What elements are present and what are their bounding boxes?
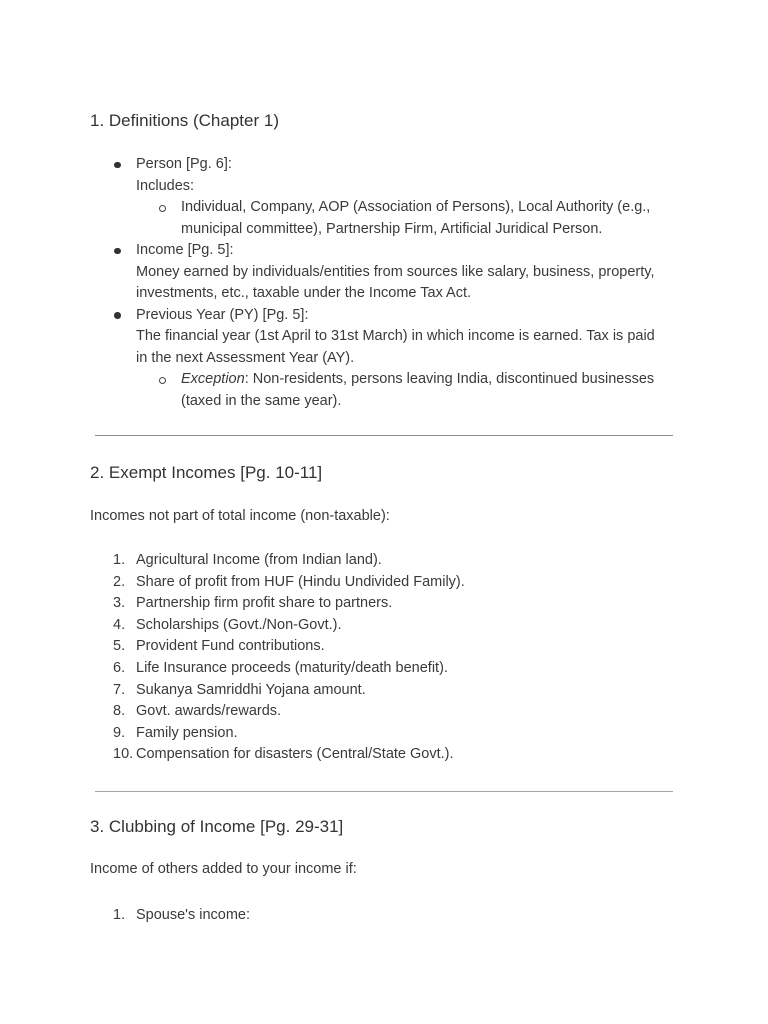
list-item-text: Provident Fund contributions. <box>136 638 325 655</box>
previous-year-desc-row-1 <box>0 326 768 348</box>
list-item <box>0 550 768 572</box>
previous-year-desc-line-1: The financial year (1st April to 31st March) in which income is earned. Tax is paid <box>136 328 655 344</box>
list-number: 8. <box>113 703 126 720</box>
list-item-text: Life Insurance proceeds (maturity/death benefit). <box>136 659 448 676</box>
list-item-person <box>0 154 768 176</box>
income-title: Income [Pg. 5]: <box>136 242 234 258</box>
list-item-previous-year <box>0 305 768 327</box>
previous-year-title: Previous Year (PY) [Pg. 5]: <box>136 306 309 323</box>
definitions-list <box>0 154 768 412</box>
person-includes-row <box>0 176 768 198</box>
income-desc-row-1 <box>0 262 768 284</box>
section-divider <box>95 435 673 436</box>
section-1-heading: 1. Definitions (Chapter 1) <box>90 111 279 130</box>
list-number: 4. <box>113 616 126 633</box>
exception-line-1 <box>181 369 654 391</box>
section-divider <box>95 791 673 792</box>
list-item <box>0 744 768 766</box>
income-desc-line-2: investments, etc., taxable under the Income Tax Act. <box>136 285 472 301</box>
bullet-icon <box>114 312 121 319</box>
list-item <box>0 572 768 594</box>
list-number: 9. <box>113 724 126 741</box>
income-desc-row-2 <box>0 283 768 305</box>
list-item-income <box>0 240 768 262</box>
list-item-text: Agricultural Income (from Indian land). <box>136 552 382 568</box>
clubbing-list <box>0 905 768 927</box>
sub-bullet-icon <box>159 205 166 212</box>
exempt-intro: Incomes not part of total income (non-taxable): <box>90 508 390 524</box>
sub-bullet-icon <box>159 377 166 384</box>
list-item <box>0 680 768 702</box>
list-item-text: Partnership firm profit share to partners. <box>136 595 393 612</box>
list-item-text: Sukanya Samriddhi Yojana amount. <box>136 681 366 698</box>
clubbing-intro: Income of others added to your income if: <box>90 861 357 877</box>
list-item <box>0 905 768 927</box>
list-number: 10. <box>113 746 134 763</box>
exception-label: Exception <box>181 371 245 387</box>
section-3-heading: 3. Clubbing of Income [Pg. 29-31] <box>90 817 344 836</box>
list-item-text: Compensation for disasters (Central/State Govt.). <box>136 746 454 763</box>
person-subitem-row-2 <box>0 219 768 241</box>
list-number: 5. <box>113 638 126 655</box>
person-title: Person [Pg. 6]: <box>136 156 232 172</box>
list-item <box>0 701 768 723</box>
exempt-incomes-list <box>0 550 768 766</box>
list-item-text: Spouse's income: <box>136 907 250 923</box>
person-includes: Includes: <box>136 177 195 194</box>
previous-year-desc-row-2 <box>0 348 768 370</box>
list-item-text: Family pension. <box>136 724 238 741</box>
person-subitem-row <box>0 197 768 219</box>
exception-text: : Non-residents, persons leaving India, discontinued businesses <box>244 371 655 387</box>
list-item <box>0 658 768 680</box>
list-item <box>0 615 768 637</box>
exception-line-2: (taxed in the same year). <box>181 392 342 409</box>
list-item-text: Scholarships (Govt./Non-Govt.). <box>136 616 342 633</box>
person-subitem-line-2: municipal committee), Partnership Firm, Artificial Juridical Person. <box>181 220 603 237</box>
exception-row-2 <box>0 391 768 413</box>
bullet-icon <box>114 162 121 169</box>
person-subitem-line-1: Individual, Company, AOP (Association of Persons), Local Authority (e.g., <box>181 199 651 215</box>
exception-row-1 <box>0 369 768 391</box>
list-item-text: Share of profit from HUF (Hindu Undivided Family). <box>136 573 465 590</box>
list-item <box>0 593 768 615</box>
list-number: 1. <box>113 907 126 923</box>
list-number: 2. <box>113 573 126 590</box>
list-number: 7. <box>113 681 126 698</box>
section-2-heading: 2. Exempt Incomes [Pg. 10-11] <box>90 463 323 482</box>
list-item <box>0 636 768 658</box>
list-number: 6. <box>113 659 126 676</box>
list-item <box>0 723 768 745</box>
income-desc-line-1: Money earned by individuals/entities from sources like salary, business, property, <box>136 263 655 280</box>
list-item-text: Govt. awards/rewards. <box>136 703 282 720</box>
bullet-icon <box>114 248 121 255</box>
list-number: 1. <box>113 552 126 568</box>
previous-year-desc-line-2: in the next Assessment Year (AY). <box>136 349 355 366</box>
list-number: 3. <box>113 595 126 612</box>
